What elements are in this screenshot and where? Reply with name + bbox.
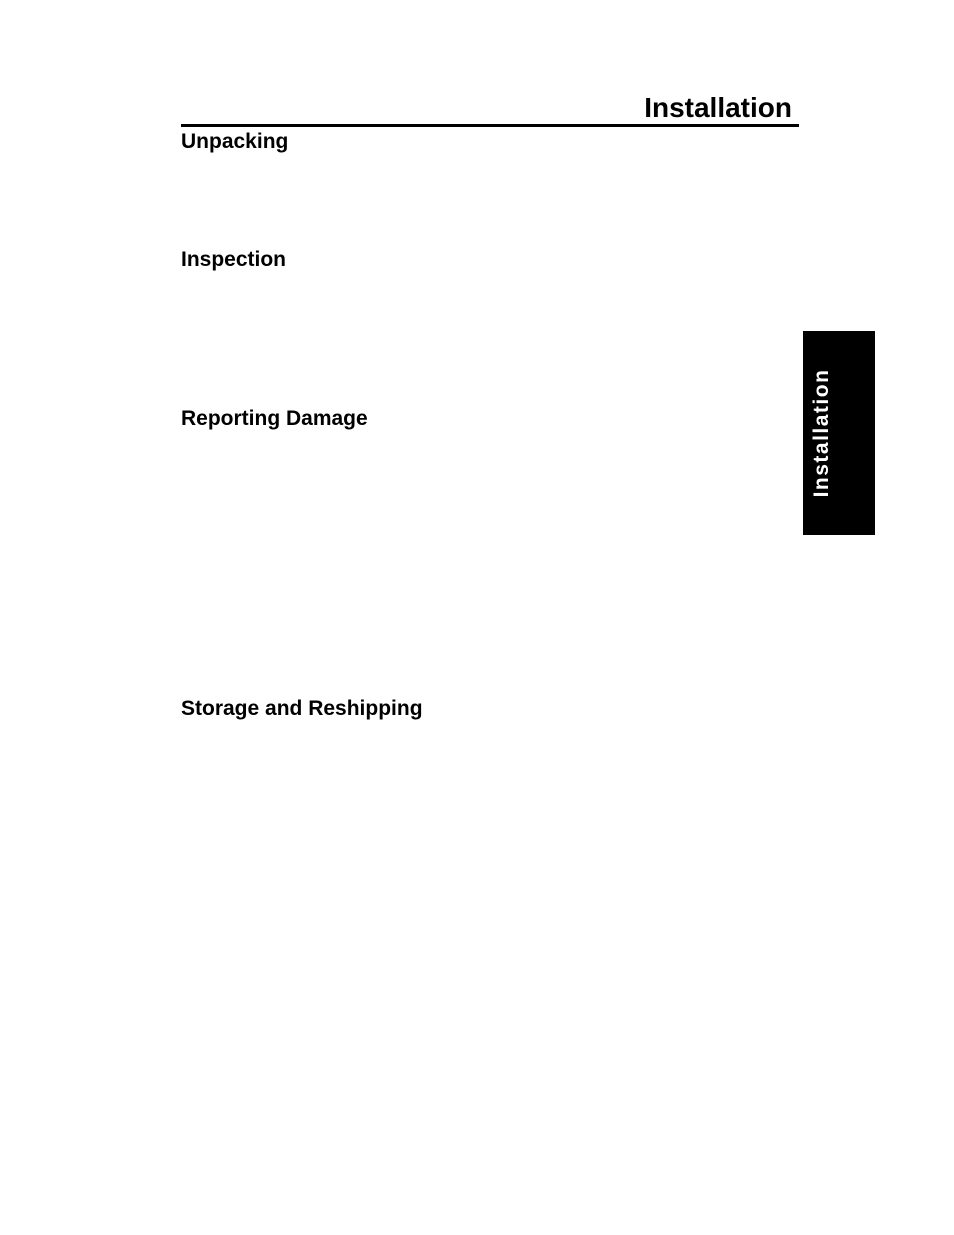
section-heading-inspection: Inspection (181, 248, 287, 271)
chapter-side-tab-label: Installation (810, 368, 833, 498)
chapter-side-tab (803, 331, 875, 535)
chapter-title-rule (181, 124, 799, 127)
chapter-title: Installation (644, 92, 792, 123)
section-heading-storage-and-reshipping: Storage and Reshipping (181, 697, 423, 720)
section-heading-unpacking: Unpacking (181, 130, 289, 153)
section-heading-reporting-damage: Reporting Damage (181, 407, 368, 430)
